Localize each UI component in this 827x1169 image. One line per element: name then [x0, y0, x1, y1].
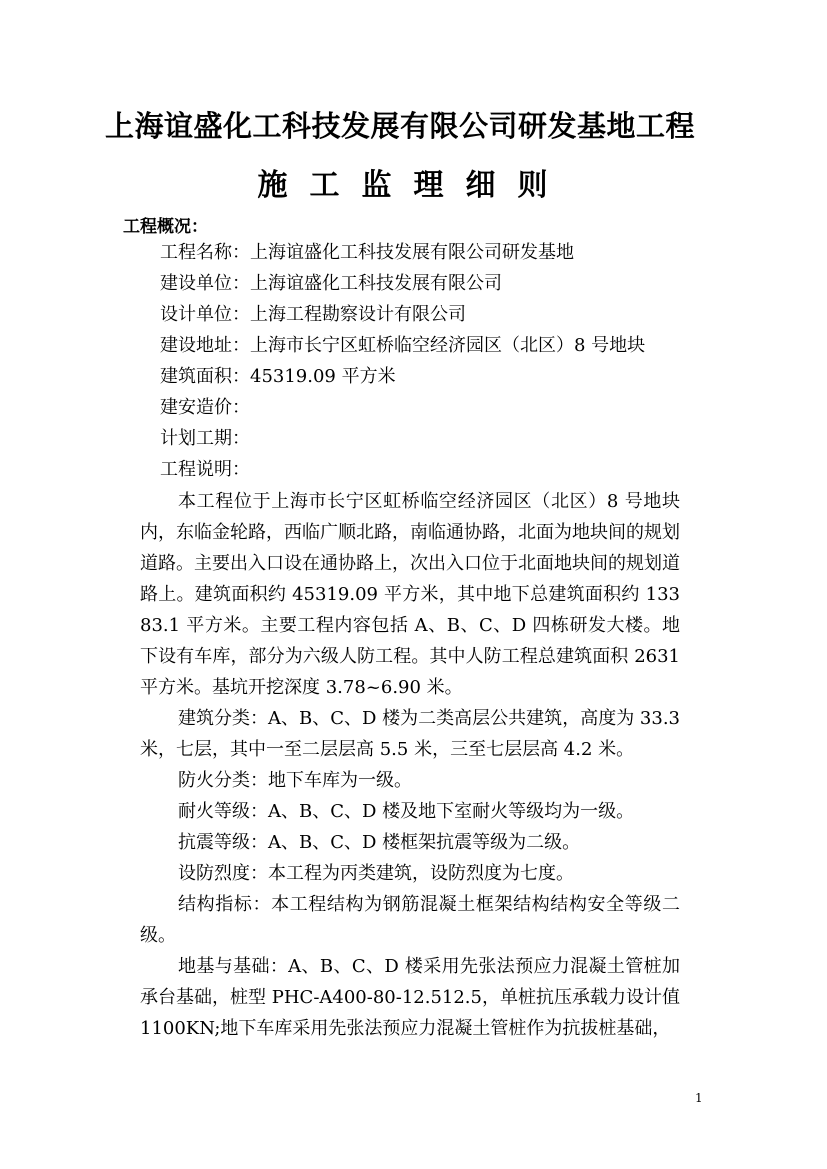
info-description-label: 工程说明： — [160, 459, 250, 480]
document-subtitle: 施工监理细则 — [257, 168, 570, 203]
paragraph-structure: 结构指标：本工程结构为钢筋混凝土框架结构结构安全等级二级。 — [140, 894, 680, 946]
page-number: 1 — [695, 1091, 703, 1105]
project-info-list — [160, 237, 645, 485]
paragraph-fire-resistance: 耐火等级：A、B、C、D 楼及地下室耐火等级均为一级。 — [178, 801, 635, 822]
info-cost: 建安造价： — [160, 397, 250, 418]
paragraph-foundation: 地基与基础：A、B、C、D 楼采用先张法预应力混凝土管桩加承台基础，桩型 PHC-A400-80-12.512.5，单桩抗压承载力设计值 1100KN;地下车库采用先张法预应力混凝土管桩作为抗拔桩基础， — [140, 956, 680, 1039]
paragraph-fire-class: 防火分类：地下车库为一级。 — [178, 770, 412, 791]
info-project-name: 工程名称：上海谊盛化工科技发展有限公司研发基地 — [160, 242, 574, 263]
info-designer: 设计单位：上海工程勘察设计有限公司 — [160, 304, 466, 325]
info-address: 建设地址：上海市长宁区虹桥临空经济园区（北区）8 号地块 — [160, 335, 646, 356]
info-floor-area: 建筑面积：45319.09 平方米 — [160, 366, 396, 387]
paragraph-building-class: 建筑分类：A、B、C、D 楼为二类高层公共建筑，高度为 33.3 米，七层，其中一至二层层高 5.5 米，三至七层层高 4.2 米。 — [140, 708, 680, 760]
document-title: 上海谊盛化工科技发展有限公司研发基地工程 — [104, 109, 695, 143]
paragraph-seismic-intensity: 设防烈度：本工程为丙类建筑，设防烈度为七度。 — [178, 863, 574, 884]
info-owner: 建设单位：上海谊盛化工科技发展有限公司 — [160, 273, 502, 294]
info-schedule: 计划工期： — [160, 428, 250, 449]
overview-heading: 工程概况： — [123, 217, 208, 237]
paragraph-location: 本工程位于上海市长宁区虹桥临空经济园区（北区）8 号地块内，东临金轮路，西临广顺北路，南临通协路，北面为地块间的规划道路。主要出入口设在通协路上，次出入口位于北面地块间的规划道路上。建筑面积约 45319.09 平方米，其中地下总建筑面积约 13383.1 平方米。主要工程内容包括 A、B、C、D 四栋研发大楼。地下设有车库，部分为六级人防工程。其中人防工程总建筑面积 2631 平方米。基坑开挖深度 3.78~6.90 米。 — [140, 491, 680, 698]
paragraph-seismic-grade: 抗震等级：A、B、C、D 楼框架抗震等级为二级。 — [178, 832, 581, 853]
project-description — [140, 486, 680, 1044]
